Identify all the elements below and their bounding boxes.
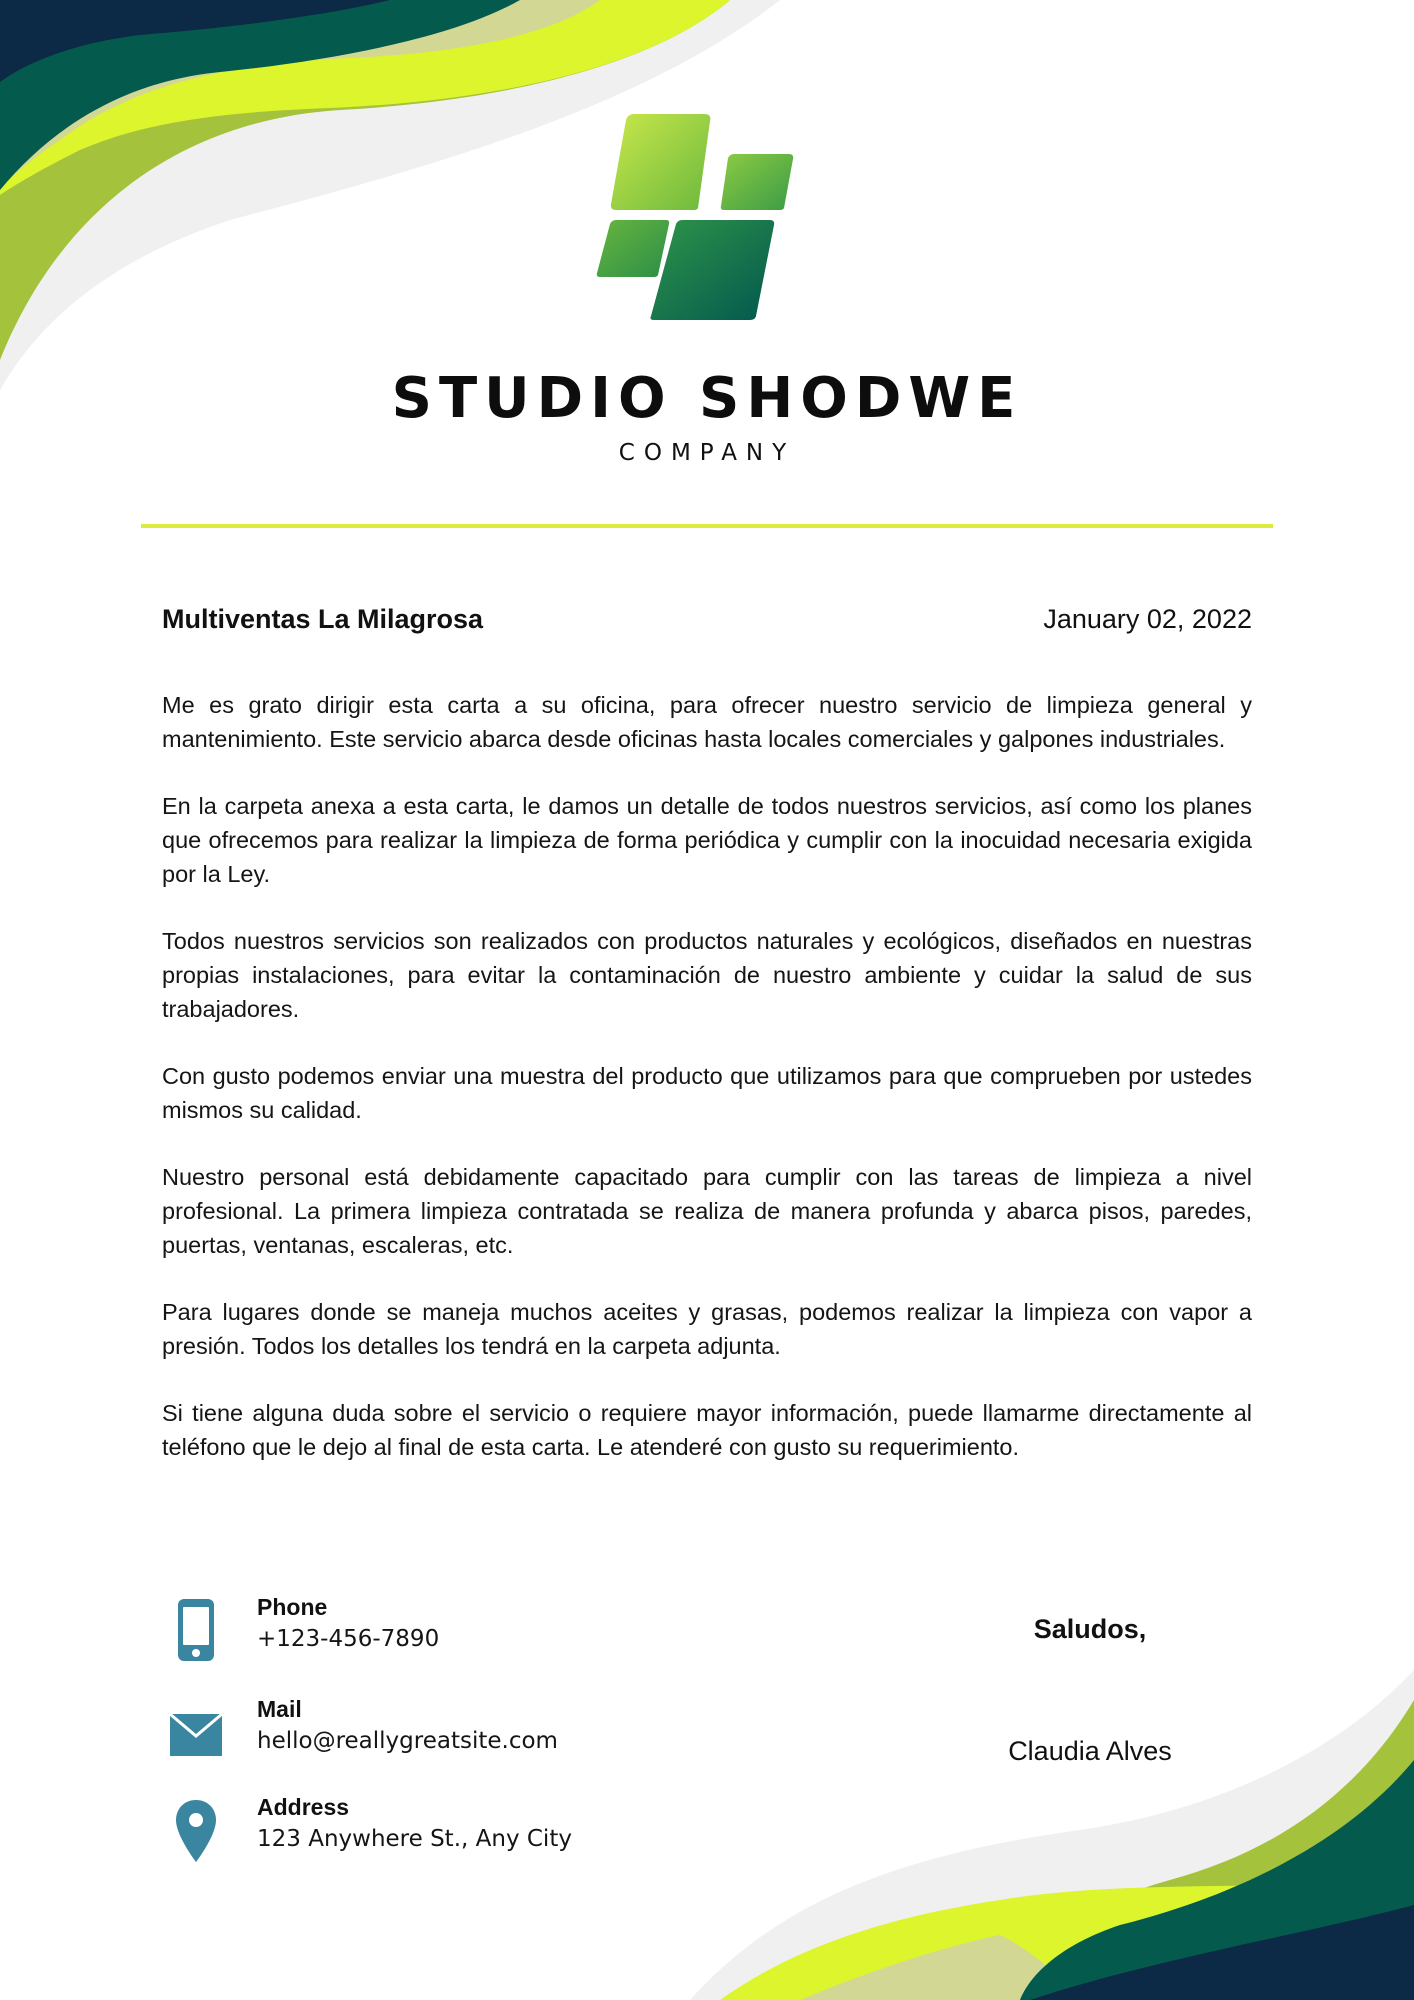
body-paragraph: Nuestro personal está debidamente capacitado para cumplir con las tareas de limpieza a nivel profesional. La primera limpieza contratada se realiza de manera profunda y abarca pisos, paredes, puertas, ventanas, escaleras, etc. (162, 1164, 1252, 1258)
contact-phone (162, 1594, 682, 1674)
bottom-right-waves (690, 1670, 1414, 2000)
contact-address (162, 1794, 682, 1874)
company-subtitle: COMPANY (618, 440, 796, 466)
body-paragraph: En la carpeta anexa a esta carta, le damos un detalle de todos nuestros servicios, así como los planes que ofrecemos para realizar la limpieza de forma periódica y cumplir con la inocuidad necesaria exigida por la Ley. (162, 793, 1252, 887)
letter-body (162, 688, 1252, 1497)
phone-icon (162, 1596, 232, 1666)
phone-number[interactable]: +123-456-7890 (257, 1626, 440, 1652)
mail-icon (162, 1700, 232, 1770)
contact-label: Mail (257, 1696, 302, 1722)
street-address: 123 Anywhere St., Any City (257, 1826, 572, 1852)
letter-date: January 02, 2022 (1043, 604, 1252, 634)
email-address[interactable]: hello@reallygreatsite.com (257, 1728, 558, 1754)
four-tile-logo-icon (596, 112, 796, 324)
closing-salutation: Saludos, (1033, 1614, 1147, 1644)
body-paragraph: Con gusto podemos enviar una muestra del producto que utilizamos para que comprueben por ustedes mismos su calidad. (162, 1063, 1252, 1123)
location-pin-icon (162, 1796, 232, 1866)
recipient-name: Multiventas La Milagrosa (162, 604, 484, 634)
body-paragraph: Me es grato dirigir esta carta a su oficina, para ofrecer nuestro servicio de limpieza general y mantenimiento. Este servicio abarca desde oficinas hasta locales comerciales y galpones industriales. (162, 692, 1252, 752)
company-name: STUDIO SHODWE (391, 366, 1023, 431)
header-divider (141, 524, 1273, 528)
contact-label: Phone (257, 1594, 328, 1620)
contact-label: Address (257, 1794, 350, 1820)
body-paragraph: Para lugares donde se maneja muchos aceites y grasas, podemos realizar la limpieza con vapor a presión. Todos los detalles los tendrá en la carpeta adjunta. (162, 1299, 1252, 1359)
signer-name: Claudia Alves (1008, 1736, 1172, 1766)
body-paragraph: Si tiene alguna duda sobre el servicio o requiere mayor información, puede llamarme directamente al teléfono que le dejo al final de esta carta. Le atenderé con gusto su requerimiento. (162, 1400, 1252, 1460)
contact-mail (162, 1696, 682, 1776)
body-paragraph: Todos nuestros servicios son realizados con productos naturales y ecológicos, diseñados en nuestras propias instalaciones, para evitar la contaminación de nuestro ambiente y cuidar la salud de sus trabajadores. (162, 928, 1252, 1022)
